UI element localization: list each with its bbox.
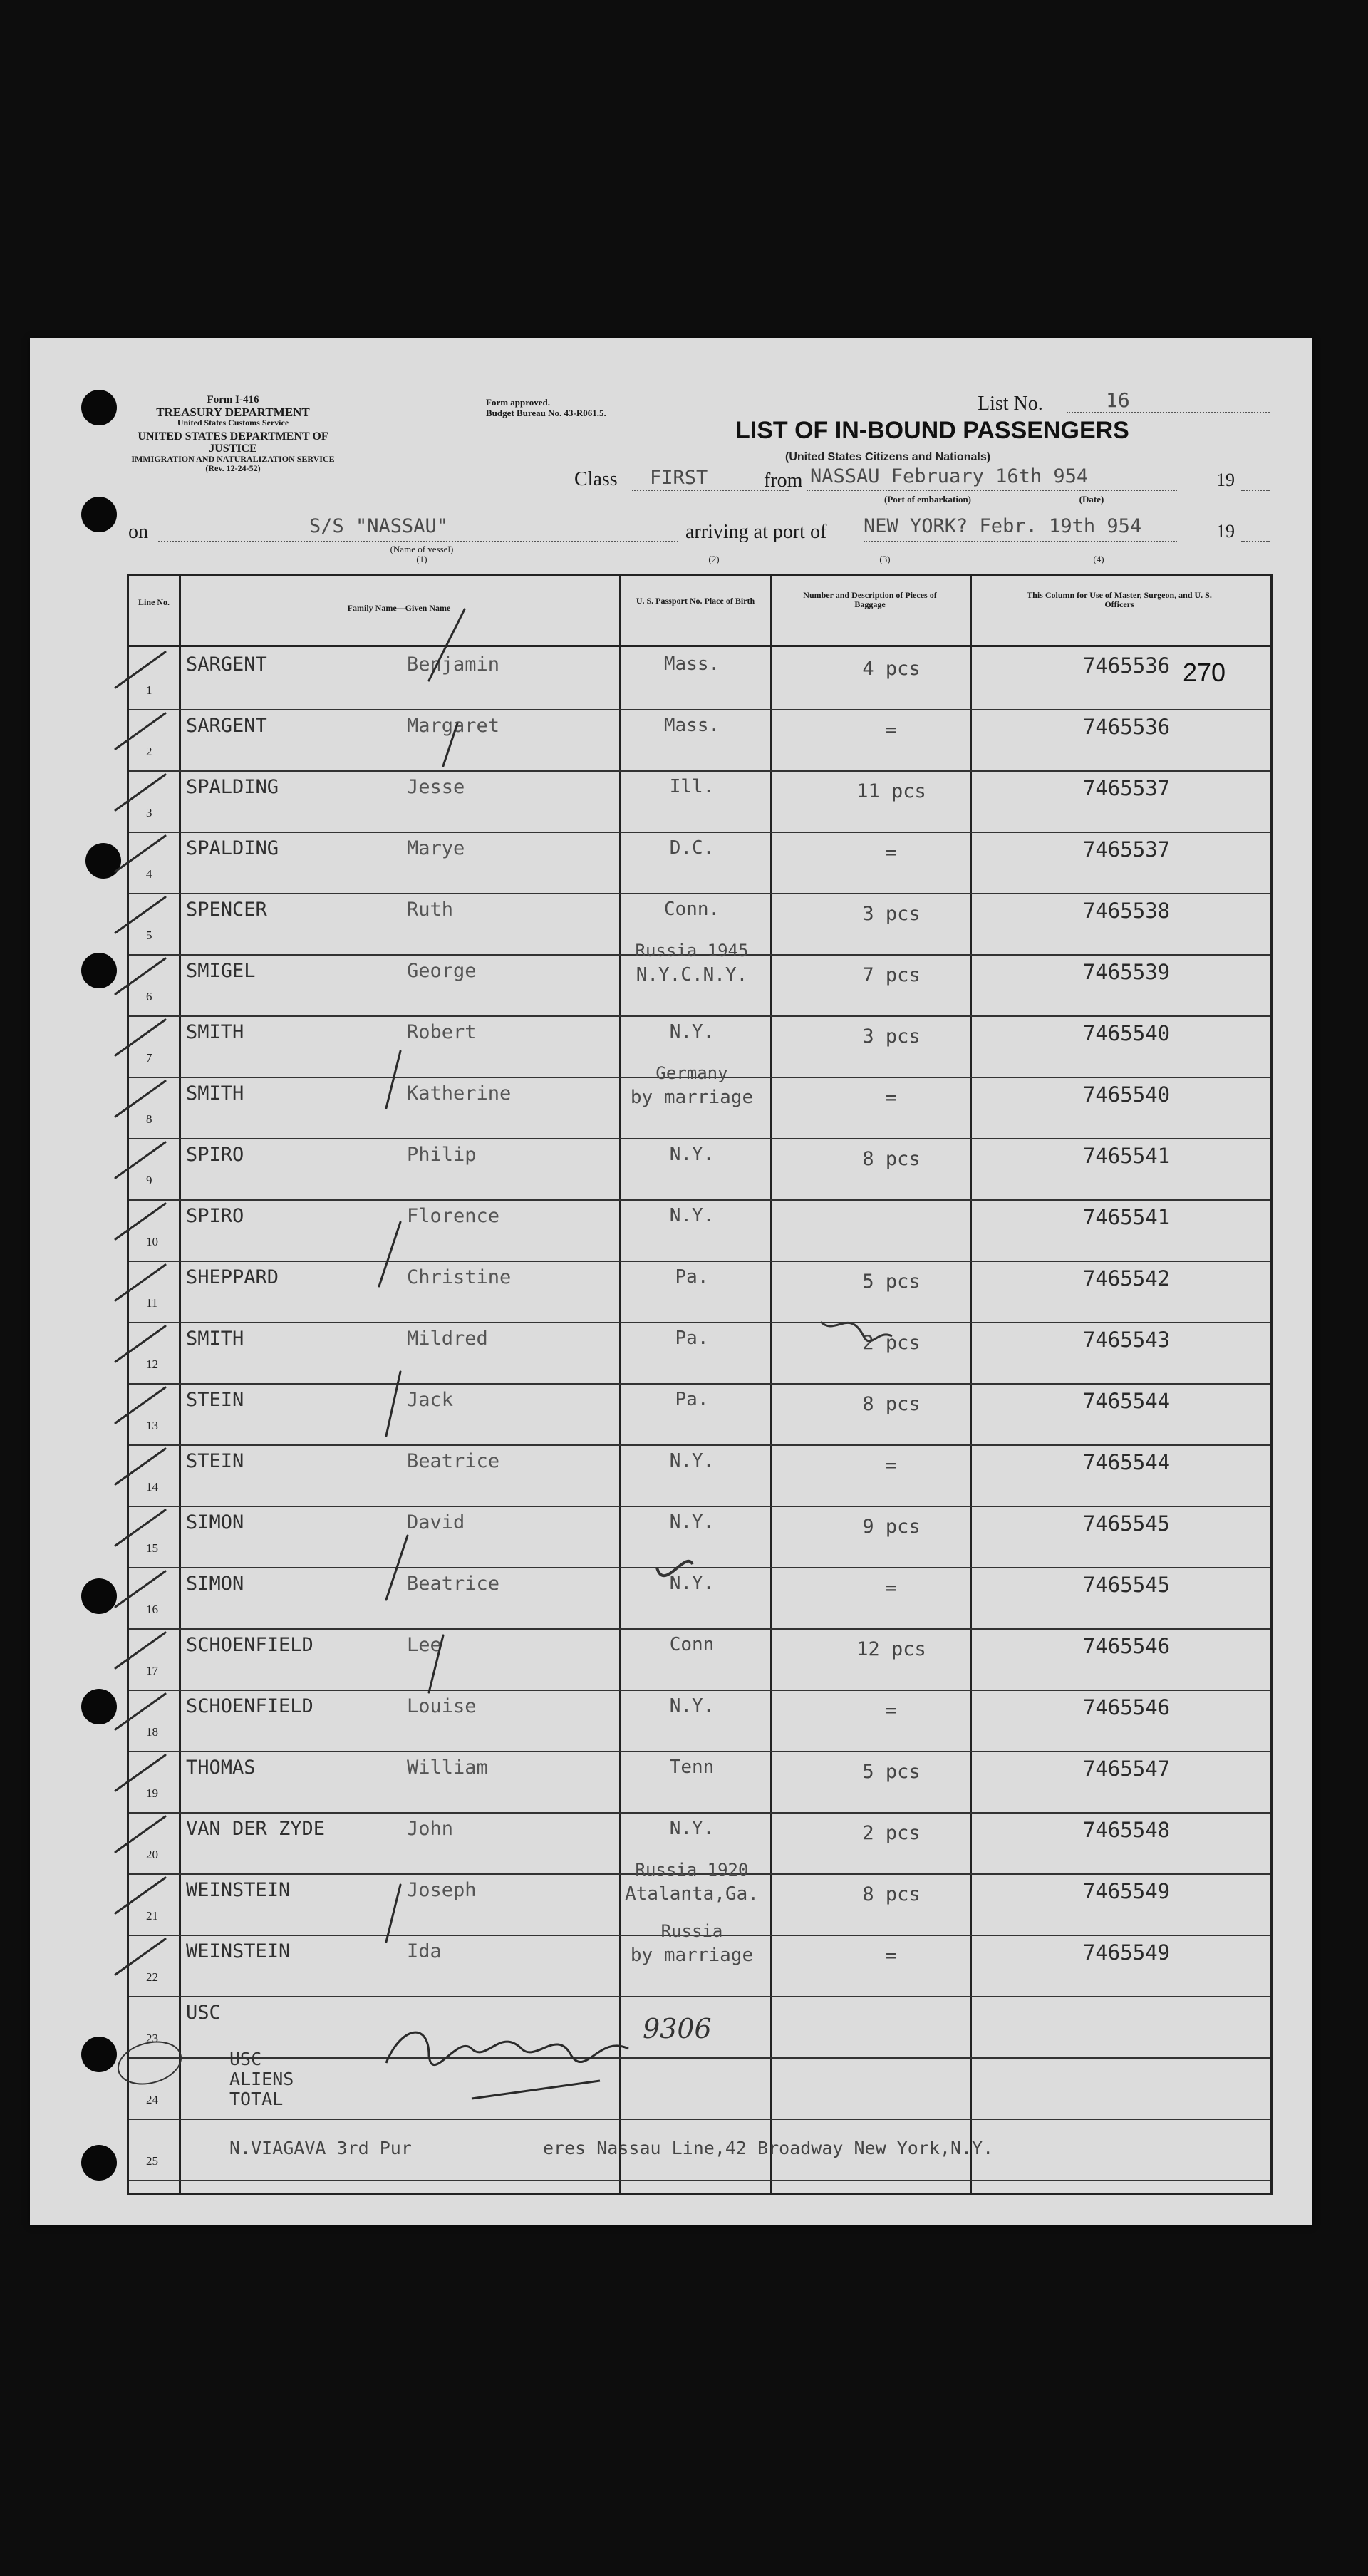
family-name: THOMAS (186, 1757, 256, 1779)
baggage: 8 pcs (862, 1883, 921, 1905)
date-caption: (Date) (1079, 494, 1104, 505)
page-subtitle: (United States Citizens and Nationals) (785, 451, 991, 463)
given-name: Florence (407, 1205, 500, 1227)
baggage: 7 pcs (862, 964, 921, 986)
baggage: 8 pcs (862, 1148, 921, 1170)
certificate-number: 7465540 (1082, 1082, 1171, 1107)
vessel-caption: (Name of vessel) (390, 544, 454, 554)
given-name: David (407, 1511, 465, 1533)
passenger-manifest-sheet (30, 338, 1312, 2225)
vessel-name: S/S "NASSAU" (309, 515, 449, 537)
place-of-birth: by marriage (630, 1087, 754, 1108)
family-name: SPALDING (186, 776, 279, 798)
check-tick (115, 1878, 165, 1913)
circled-mark (113, 2035, 185, 2090)
certificate-number: 7465544 (1082, 1450, 1171, 1474)
baggage: = (885, 1454, 898, 1476)
header-officers: This Column for Use of Master, Surgeon, and U. S. Officers (1027, 590, 1212, 609)
check-slash (379, 1222, 400, 1286)
given-name: Marye (407, 837, 465, 859)
place-of-birth: N.Y. (669, 1695, 715, 1717)
family-name: SMITH (186, 1021, 244, 1043)
birth-note: Russia 1945 (635, 941, 749, 961)
baggage: 3 pcs (862, 1025, 921, 1048)
check-tick (115, 1265, 165, 1300)
baggage: 9 pcs (862, 1516, 921, 1538)
list-no-label: List No. (978, 393, 1043, 415)
line-number: 5 (146, 929, 152, 942)
caption-4: (4) (1093, 554, 1104, 564)
family-name: STEIN (186, 1450, 244, 1472)
line-number: 16 (146, 1603, 158, 1616)
family-name: WEINSTEIN (186, 1940, 291, 1962)
certificate-number: 7465547 (1082, 1757, 1171, 1781)
certificate-number: 7465548 (1082, 1818, 1171, 1842)
given-name: John (407, 1818, 454, 1840)
baggage: = (885, 1087, 898, 1109)
line-number: 3 (146, 806, 152, 819)
check-slash (443, 723, 457, 766)
place-of-birth: N.Y. (669, 1511, 715, 1533)
baggage: 3 pcs (862, 903, 921, 925)
header-passport: U. S. Passport No. Place of Birth (636, 596, 755, 606)
place-of-birth: Tenn (669, 1757, 715, 1778)
place-of-birth: Mass. (663, 715, 720, 736)
family-name: WEINSTEIN (186, 1879, 291, 1901)
handwritten-marks (30, 338, 1312, 2225)
certificate-number: 7465549 (1082, 1879, 1171, 1903)
line-number: 6 (146, 990, 152, 1003)
certificate-number: 7465549 (1082, 1940, 1171, 1965)
company-line: eres Nassau Line,42 Broadway New York,N.Y. (543, 2138, 994, 2158)
given-name: George (407, 960, 477, 982)
family-name: SPENCER (186, 899, 267, 921)
family-name: SCHOENFIELD (186, 1695, 314, 1717)
baggage: = (885, 1700, 898, 1722)
check-slash (386, 1536, 408, 1600)
line-number: 18 (146, 1725, 158, 1739)
given-name: Joseph (407, 1879, 477, 1901)
place-of-birth: Pa. (675, 1389, 709, 1410)
line-number: 25 (146, 2154, 158, 2168)
total-label: TOTAL (229, 2089, 284, 2109)
handwritten-number: 9306 (643, 2013, 712, 2044)
line-number: 15 (146, 1541, 158, 1555)
list-number: 16 (1106, 388, 1130, 412)
form-number: Form I-416 (207, 394, 259, 405)
given-name: Christine (407, 1266, 512, 1288)
line-number: 8 (146, 1112, 152, 1126)
check-tick (115, 1081, 165, 1117)
line-number: 17 (146, 1664, 158, 1677)
given-name: Ruth (407, 899, 454, 921)
given-name: William (407, 1757, 488, 1779)
class-label: Class (574, 468, 618, 490)
certificate-number: 7465540 (1082, 1021, 1171, 1045)
place-of-birth: N.Y. (669, 1021, 715, 1043)
family-name: SCHOENFIELD (186, 1634, 314, 1656)
check-slash (429, 609, 465, 681)
birth-note: Russia 1920 (635, 1860, 749, 1880)
line-number: 19 (146, 1786, 158, 1800)
given-name: Jesse (407, 776, 465, 798)
line-number: 2 (146, 745, 152, 758)
family-name: SARGENT (186, 715, 267, 737)
baggage: = (885, 1945, 898, 1967)
pencil-mark (657, 1561, 693, 1576)
check-tick (115, 713, 165, 749)
place-of-birth: Mass. (663, 653, 720, 675)
class-value: FIRST (650, 467, 708, 489)
revision-date: (Rev. 12-24-52) (205, 463, 261, 473)
baggage: 12 pcs (856, 1638, 926, 1660)
check-tick (115, 1510, 165, 1546)
caption-2: (2) (708, 554, 720, 564)
certificate-number: 7465538 (1082, 899, 1171, 923)
customs-service: United States Customs Service (177, 418, 289, 428)
line-number: 23 (146, 2032, 158, 2045)
certificate-number: 7465541 (1082, 1205, 1171, 1229)
check-tick (115, 1020, 165, 1055)
baggage: = (885, 842, 898, 864)
header-name: Family Name—Given Name (347, 603, 451, 613)
check-tick (115, 1633, 165, 1668)
certificate-number: 7465536 (1082, 715, 1171, 739)
family-name: SMIGEL (186, 960, 256, 982)
place-of-birth: N.Y. (669, 1205, 715, 1226)
agent-name: N.VIAGAVA 3rd Pur (229, 2138, 412, 2158)
arriving-value: NEW YORK? Febr. 19th 954 (864, 515, 1142, 537)
given-name: Beatrice (407, 1450, 500, 1472)
given-name: Benjamin (407, 653, 500, 676)
line-number: 24 (146, 2093, 158, 2106)
line-number: 7 (146, 1051, 152, 1065)
line-number: 4 (146, 867, 152, 881)
certificate-number: 7465542 (1082, 1266, 1171, 1290)
given-name: Robert (407, 1021, 477, 1043)
line-number: 22 (146, 1970, 158, 1984)
certificate-number: 7465543 (1082, 1328, 1171, 1352)
check-tick (115, 1939, 165, 1975)
birth-note: Germany (656, 1063, 728, 1083)
given-name: Margaret (407, 715, 500, 737)
baggage: 4 pcs (862, 658, 921, 680)
check-slash (386, 1372, 400, 1436)
place-of-birth: by marriage (630, 1945, 754, 1966)
certificate-number: 7465539 (1082, 960, 1171, 984)
check-tick (115, 836, 165, 871)
family-name: SIMON (186, 1511, 244, 1533)
place-of-birth: N.Y.C.N.Y. (636, 964, 748, 986)
line-number: 9 (146, 1174, 152, 1187)
place-of-birth: Atalanta,Ga. (625, 1883, 759, 1905)
given-name: Katherine (407, 1082, 512, 1105)
certificate-number: 7465545 (1082, 1511, 1171, 1536)
check-tick (115, 1449, 165, 1484)
check-tick (115, 775, 165, 810)
baggage: 5 pcs (862, 1761, 921, 1783)
family-name: SPALDING (186, 837, 279, 859)
baggage: 11 pcs (856, 780, 926, 802)
place-of-birth: N.Y. (669, 1450, 715, 1471)
check-tick (115, 1387, 165, 1423)
certificate-number: 7465541 (1082, 1144, 1171, 1168)
department-name: TREASURY DEPARTMENT (156, 405, 310, 419)
baggage: = (885, 719, 898, 741)
justice-department: UNITED STATES DEPARTMENT OF JUSTICE (138, 430, 328, 455)
line-number: 14 (146, 1480, 158, 1494)
given-name: Louise (407, 1695, 477, 1717)
family-name: STEIN (186, 1389, 244, 1411)
pencil-mark (821, 1322, 892, 1341)
baggage: 2 pcs (862, 1822, 921, 1844)
place-of-birth: N.Y. (669, 1818, 715, 1839)
check-tick (115, 1694, 165, 1729)
family-name: SMITH (186, 1082, 244, 1105)
given-name: Lee (407, 1634, 442, 1656)
line-number: 13 (146, 1419, 158, 1432)
check-slash (386, 1885, 400, 1942)
page-number: 270 (1183, 658, 1226, 687)
family-name: SPIRO (186, 1205, 244, 1227)
page-title: LIST OF IN-BOUND PASSENGERS (735, 417, 1129, 444)
family-name: SHEPPARD (186, 1266, 279, 1288)
place-of-birth: Pa. (675, 1266, 709, 1288)
certificate-number: 7465537 (1082, 837, 1171, 862)
signature-underline (472, 2081, 600, 2099)
line-number: 20 (146, 1848, 158, 1861)
line-number: 21 (146, 1909, 158, 1923)
on-label: on (128, 521, 148, 543)
given-name: Mildred (407, 1328, 488, 1350)
check-tick (115, 1204, 165, 1239)
family-name: SIMON (186, 1573, 244, 1595)
place-of-birth: Conn. (663, 899, 720, 920)
place-of-birth: Pa. (675, 1328, 709, 1349)
usc-label: USC (229, 2049, 262, 2069)
birth-note: Russia (660, 1921, 723, 1941)
line-number: 11 (146, 1296, 158, 1310)
check-tick (115, 652, 165, 688)
given-name: Philip (407, 1144, 477, 1166)
budget-bureau: Budget Bureau No. 43-R061.5. (486, 408, 606, 418)
line-number: 1 (146, 683, 152, 697)
certificate-number: 7465545 (1082, 1573, 1171, 1597)
check-tick (115, 1755, 165, 1791)
baggage: = (885, 1577, 898, 1599)
port-caption: (Port of embarkation) (884, 494, 972, 505)
place-of-birth: Ill. (669, 776, 715, 797)
family-name: SPIRO (186, 1144, 244, 1166)
given-name: Jack (407, 1389, 454, 1411)
signature-scrawl (386, 2032, 628, 2064)
check-tick (115, 1326, 165, 1362)
certificate-number: 7465536 (1082, 653, 1171, 678)
caption-3: (3) (879, 554, 891, 564)
baggage: 8 pcs (862, 1393, 921, 1415)
given-name: Beatrice (407, 1573, 500, 1595)
certificate-number: 7465546 (1082, 1695, 1171, 1719)
check-tick (115, 1142, 165, 1178)
from-label: from (764, 470, 803, 492)
family-name: VAN DER ZYDE (186, 1818, 326, 1840)
check-tick (115, 1571, 165, 1607)
place-of-birth: N.Y. (669, 1573, 715, 1594)
certificate-number: 7465537 (1082, 776, 1171, 800)
check-slash (429, 1635, 443, 1692)
check-tick (115, 897, 165, 933)
family-name: SMITH (186, 1328, 244, 1350)
line-number: 12 (146, 1357, 158, 1371)
family-name: USC (186, 2002, 221, 2024)
place-of-birth: N.Y. (669, 1144, 715, 1165)
baggage: 5 pcs (862, 1271, 921, 1293)
header-line-no: Line No. (138, 597, 170, 607)
certificate-number: 7465544 (1082, 1389, 1171, 1413)
check-slash (386, 1051, 400, 1108)
year-suffix: 19 (1216, 470, 1235, 490)
ins-name: IMMIGRATION AND NATURALIZATION SERVICE (131, 454, 335, 464)
form-approved: Form approved. (486, 397, 551, 408)
line-number: 10 (146, 1235, 158, 1248)
given-name: Ida (407, 1940, 442, 1962)
place-of-birth: Conn (669, 1634, 715, 1655)
check-tick (115, 958, 165, 994)
certificate-number: 7465546 (1082, 1634, 1171, 1658)
place-of-birth: D.C. (669, 837, 715, 859)
baggage: 2 pcs (862, 1332, 921, 1354)
header-baggage: Number and Description of Pieces of Baggage (803, 590, 937, 609)
arriving-label: arriving at port of (685, 521, 827, 543)
check-tick (115, 1816, 165, 1852)
family-name: SARGENT (186, 653, 267, 676)
year-suffix-2: 19 (1216, 521, 1235, 542)
aliens-label: ALIENS (229, 2069, 294, 2089)
vessel-caption-num: (1) (416, 554, 428, 564)
from-value: NASSAU February 16th 954 (810, 465, 1089, 487)
